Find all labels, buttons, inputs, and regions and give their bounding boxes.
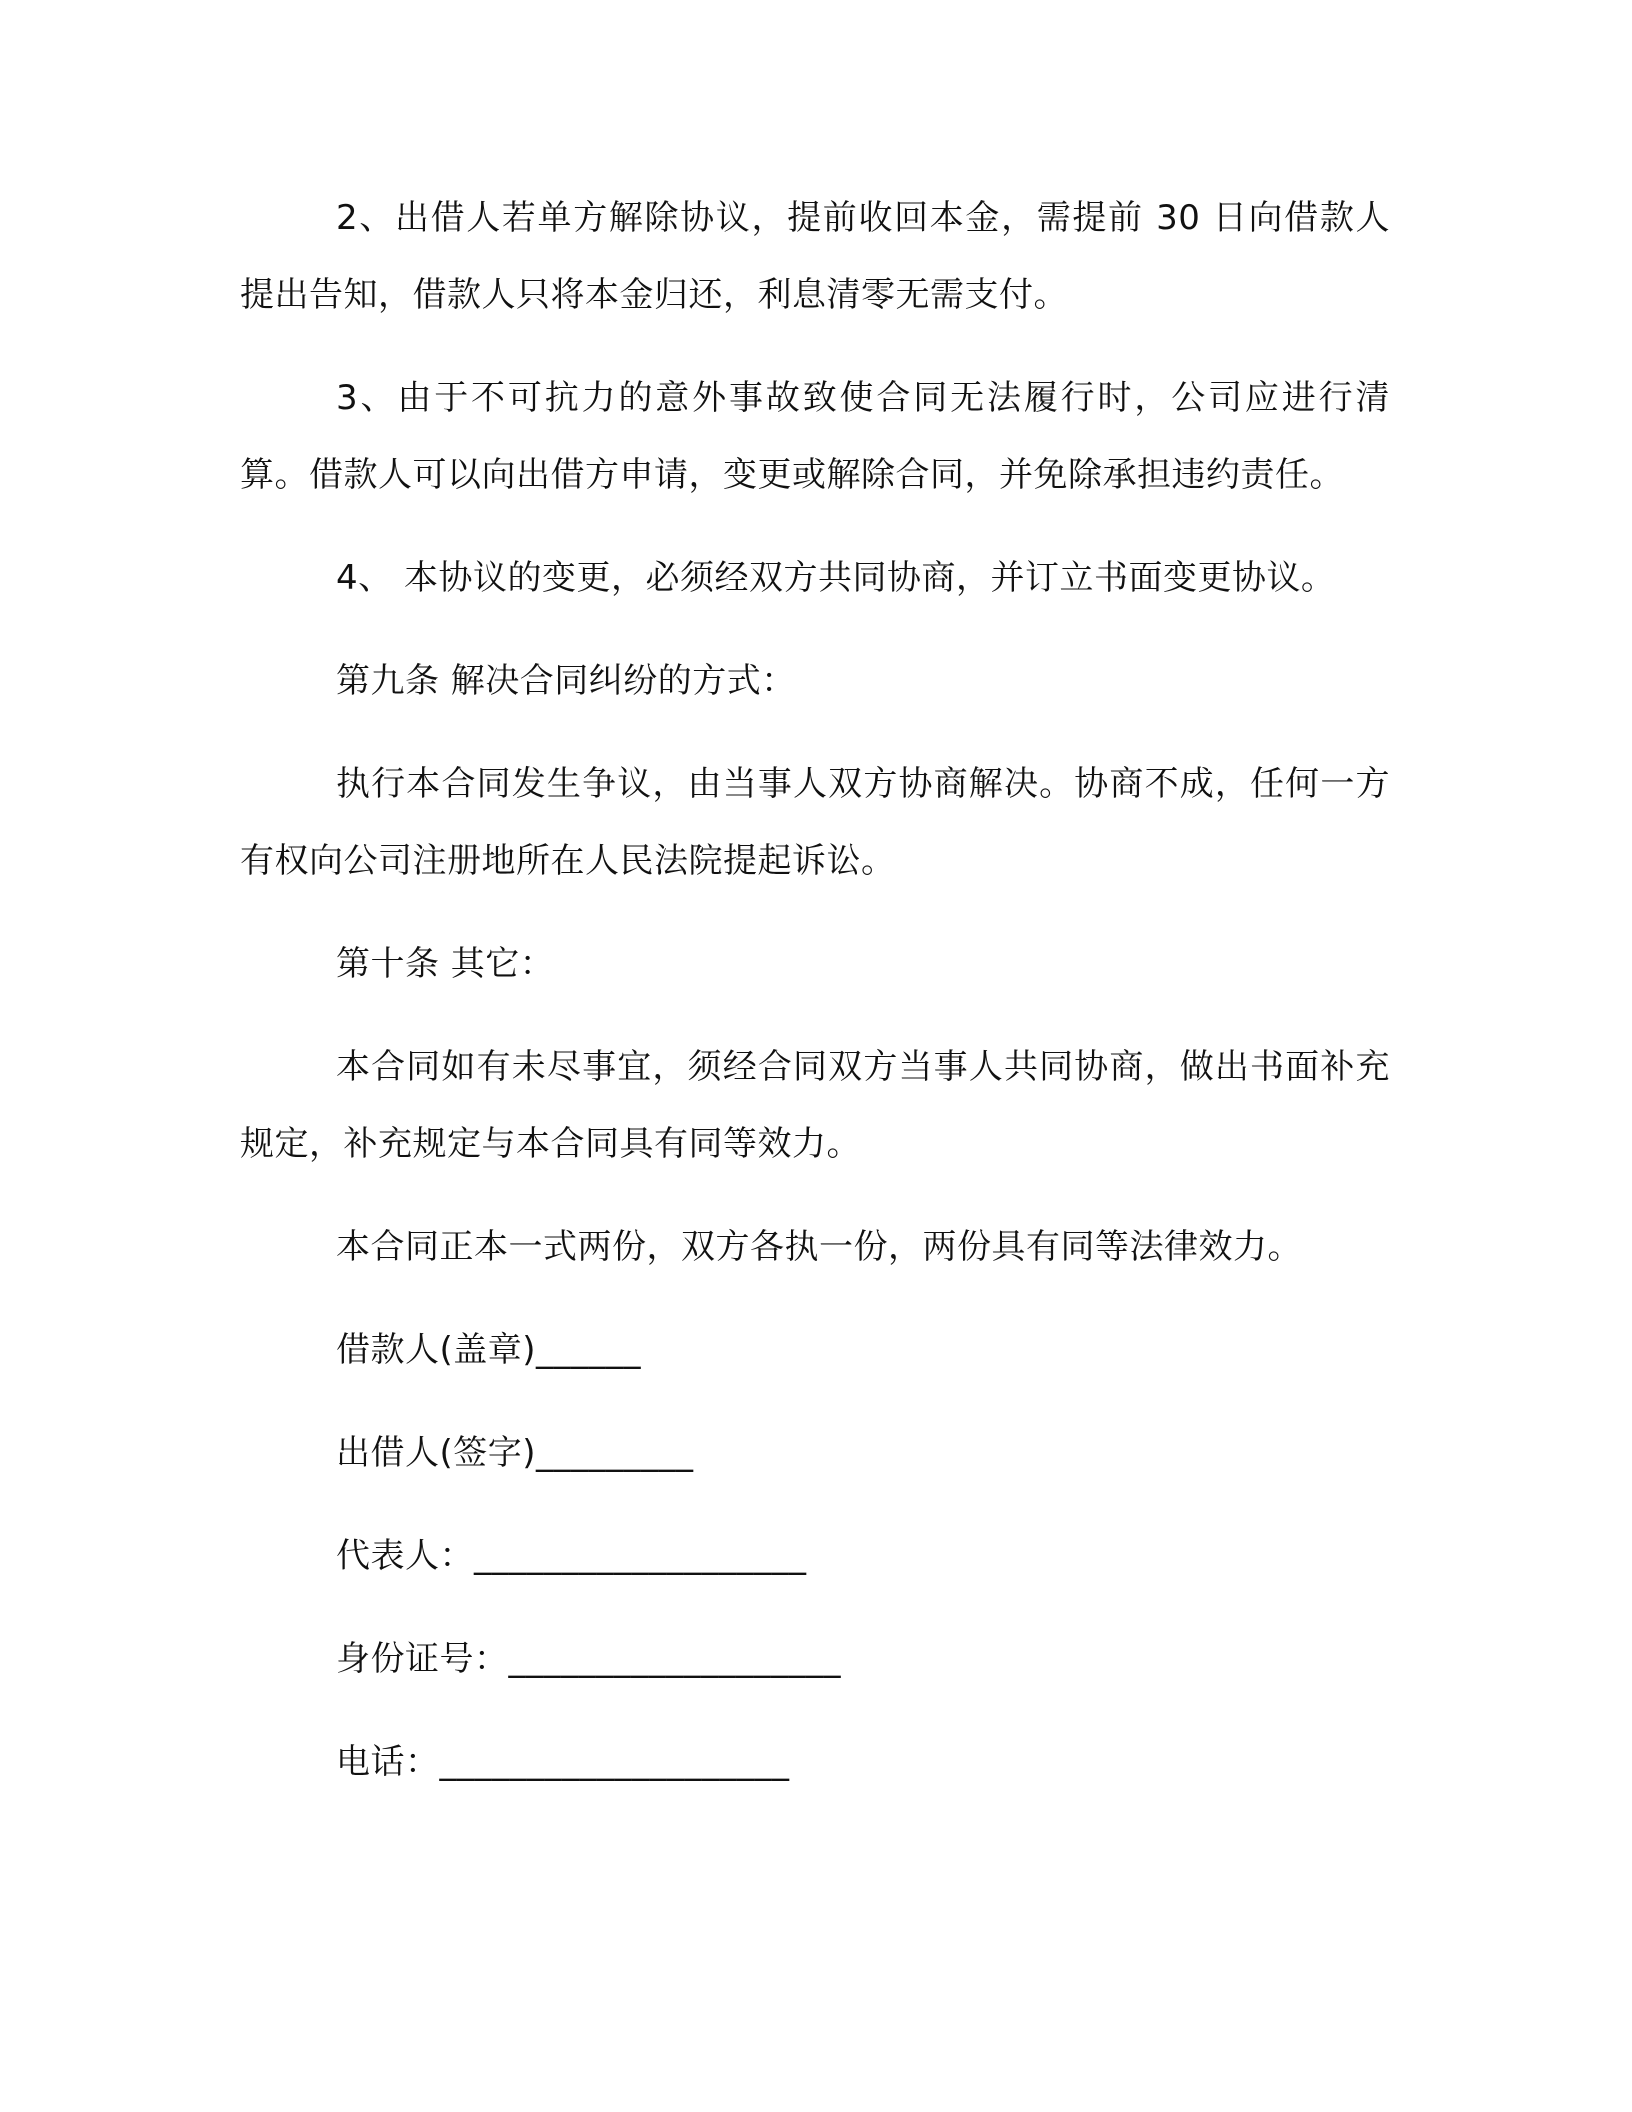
clause-4-paragraph: 4、 本协议的变更，必须经双方共同协商，并订立书面变更协议。 (336, 558, 1336, 598)
article-9-paragraph: 执行本合同发生争议，由当事人双方协商解决。协商不成，任何一方有权向公司注册地所在人民法院提起诉讼。 (240, 764, 1390, 881)
article-9-heading: 第九条 解决合同纠纷的方式： (336, 661, 796, 701)
document-body (240, 180, 1390, 1801)
copies-paragraph: 本合同正本一式两份，双方各执一份，两份具有同等法律效力。 (336, 1227, 1302, 1267)
id-number-line: 身份证号：___________________ (336, 1639, 841, 1679)
lender-signature-line: 出借人(签字)_________ (336, 1433, 694, 1473)
clause-3-paragraph: 3、由于不可抗力的意外事故致使合同无法履行时，公司应进行清算。借款人可以向出借方申请，变更或解除合同，并免除承担违约责任。 (240, 378, 1390, 495)
article-10-paragraph: 本合同如有未尽事宜，须经合同双方当事人共同协商，做出书面补充规定，补充规定与本合同具有同等效力。 (240, 1047, 1390, 1164)
representative-line: 代表人：___________________ (336, 1536, 807, 1576)
phone-line: 电话：____________________ (336, 1742, 790, 1782)
borrower-seal-line: 借款人(盖章)______ (336, 1330, 642, 1370)
clause-2-paragraph: 2、出借人若单方解除协议，提前收回本金，需提前 30 日向借款人提出告知，借款人只将本金归还，利息清零无需支付。 (240, 198, 1390, 315)
article-10-heading: 第十条 其它： (336, 944, 555, 984)
